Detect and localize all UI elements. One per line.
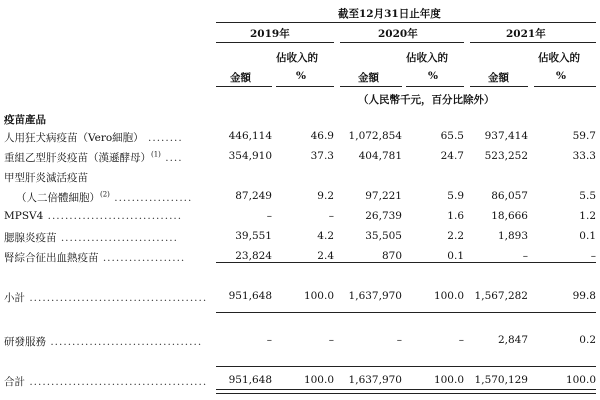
- cell-v2020: 1,072,854: [348, 130, 402, 142]
- cell-v2021: 18,666: [491, 210, 528, 222]
- row-label: [4, 210, 182, 222]
- cell-v2021: 2,847: [497, 334, 528, 346]
- cell-v2021: –: [522, 250, 528, 262]
- pct-header-2020-l1: 佔收入的: [406, 52, 448, 64]
- cell-v2021: 86,057: [491, 190, 528, 202]
- footnote-marker: (2): [100, 190, 110, 199]
- cell-v2021: 523,252: [484, 150, 528, 162]
- cell-v2020: 1,637,970: [348, 374, 402, 386]
- cell-v2019: –: [266, 210, 272, 222]
- row-label: [4, 290, 207, 305]
- cell-p2020: 0.1: [447, 250, 464, 262]
- row-label-text: 小計: [4, 292, 25, 304]
- leader-dots: ...................................: [46, 336, 203, 348]
- cell-p2021: 5.5: [579, 190, 596, 202]
- row-label-text: （人二倍體細胞）: [16, 192, 100, 204]
- cell-v2021: 937,414: [484, 130, 528, 142]
- cell-p2019: 2.4: [317, 250, 334, 262]
- year-2021: 2021年: [506, 28, 546, 40]
- header-rule: [216, 22, 596, 23]
- row-label: [4, 150, 183, 165]
- footnote-marker: (1): [151, 150, 161, 159]
- leader-dots: ........: [143, 132, 183, 144]
- subtotal-rule-top: [216, 262, 596, 263]
- cell-p2019: –: [328, 334, 334, 346]
- amount-header-2020: 金額: [358, 72, 379, 84]
- row-label: [4, 334, 202, 349]
- period-header: 截至12月31日止年度: [338, 8, 441, 20]
- col-rule-p2020: [406, 86, 464, 87]
- row-label-text: 腮腺炎疫苗: [4, 232, 57, 244]
- total-rule-top: [216, 366, 596, 367]
- cell-p2021: 0.2: [579, 334, 596, 346]
- cell-v2019: 23,824: [235, 250, 272, 262]
- section-vaccines: 疫苗產品: [4, 114, 46, 126]
- cell-p2021: 59.7: [572, 130, 596, 142]
- cell-v2020: –: [396, 334, 402, 346]
- cell-v2021: 1,570,129: [474, 374, 528, 386]
- cell-p2021: 1.2: [579, 210, 596, 222]
- cell-v2019: –: [266, 334, 272, 346]
- amount-header-2019: 金額: [230, 72, 251, 84]
- pct-header-2021-l2: %: [556, 70, 566, 82]
- cell-p2020: 5.9: [447, 190, 464, 202]
- year-rule-2021: [470, 42, 596, 43]
- row-label: [4, 170, 88, 185]
- cell-p2021: 99.8: [572, 290, 596, 302]
- pct-header-2019-l1: 佔收入的: [276, 52, 318, 64]
- year-rule-2019: [216, 42, 334, 43]
- cell-v2021: 1,567,282: [474, 290, 528, 302]
- year-2020: 2020年: [378, 28, 418, 40]
- row-label-text: 腎綜合征出血熱疫苗: [4, 252, 99, 264]
- col-rule-p2021: [534, 86, 596, 87]
- cell-p2020: 100.0: [433, 374, 464, 386]
- cell-p2020: 65.5: [440, 130, 464, 142]
- pct-header-2020-l2: %: [428, 70, 438, 82]
- cell-v2020: 870: [381, 250, 402, 262]
- cell-p2020: 100.0: [433, 290, 464, 302]
- cell-v2019: 87,249: [235, 190, 272, 202]
- total-double-rule: [216, 389, 596, 394]
- cell-p2019: 46.9: [310, 130, 334, 142]
- cell-v2021: 1,893: [497, 230, 528, 242]
- row-label: [4, 250, 185, 265]
- cell-v2019: 354,910: [228, 150, 272, 162]
- cell-p2019: 9.2: [317, 190, 334, 202]
- leader-dots: .........................................: [25, 376, 208, 388]
- row-label-text: 重組乙型肝炎疫苗（漢遜酵母）: [4, 152, 151, 164]
- cell-v2020: 35,505: [365, 230, 402, 242]
- leader-dots: .........................................: [25, 292, 208, 304]
- row-label: [4, 230, 178, 245]
- cell-p2019: 4.2: [317, 230, 334, 242]
- row-label-text: 研發服務: [4, 336, 46, 348]
- unit-note: （人民幣千元，百分比除外）: [358, 94, 495, 106]
- cell-p2019: 100.0: [303, 290, 334, 302]
- cell-p2020: 24.7: [440, 150, 464, 162]
- leader-dots: ...........................: [56, 232, 178, 244]
- year-2019: 2019年: [250, 28, 290, 40]
- cell-p2019: 100.0: [303, 374, 334, 386]
- row-label-text: 甲型肝炎滅活疫苗: [4, 172, 88, 184]
- amount-header-2021: 金額: [488, 72, 509, 84]
- cell-v2019: 951,648: [228, 290, 272, 302]
- row-label-text: 人用狂犬病疫苗（Vero細胞）: [4, 132, 144, 144]
- row-label: [16, 190, 192, 205]
- col-rule-a2021: [470, 86, 528, 87]
- cell-p2020: 1.6: [447, 210, 464, 222]
- cell-v2020: 26,739: [365, 210, 402, 222]
- cell-p2021: –: [590, 250, 596, 262]
- cell-p2021: 0.1: [579, 230, 596, 242]
- cell-v2019: 39,551: [235, 230, 272, 242]
- col-rule-p2019: [276, 86, 334, 87]
- cell-v2020: 97,221: [365, 190, 402, 202]
- col-rule-a2019: [216, 86, 272, 87]
- cell-p2019: 37.3: [310, 150, 334, 162]
- row-label: [4, 130, 183, 145]
- col-rule-a2020: [340, 86, 402, 87]
- leader-dots: ...............................: [43, 210, 183, 222]
- cell-p2021: 100.0: [565, 374, 596, 386]
- pct-header-2019-l2: %: [296, 70, 306, 82]
- row-label-text: MPSV4: [4, 210, 44, 222]
- cell-p2020: 2.2: [447, 230, 464, 242]
- cell-v2019: 446,114: [228, 130, 272, 142]
- leader-dots: ....: [160, 152, 183, 164]
- cell-p2021: 33.3: [572, 150, 596, 162]
- row-label: [4, 374, 207, 389]
- cell-v2020: 404,781: [358, 150, 402, 162]
- cell-v2019: 951,648: [228, 374, 272, 386]
- cell-v2020: 1,637,970: [348, 290, 402, 302]
- cell-p2020: –: [458, 334, 464, 346]
- leader-dots: ...................: [98, 252, 186, 264]
- leader-dots: ..................: [109, 192, 193, 204]
- pct-header-2021-l1: 佔收入的: [538, 52, 580, 64]
- year-rule-2020: [340, 42, 464, 43]
- cell-p2019: –: [328, 210, 334, 222]
- row-label-text: 合計: [4, 376, 25, 388]
- subtotal-rule-bottom: [216, 312, 596, 313]
